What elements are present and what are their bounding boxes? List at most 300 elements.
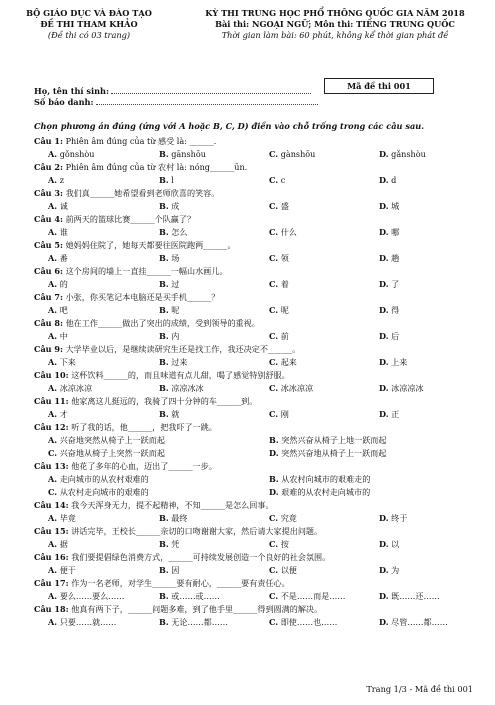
answer-option[interactable]: [269, 226, 297, 239]
question-1: [34, 135, 474, 148]
question-text: 她妈妈住院了，她每天都要往医院跑两______。: [63, 240, 236, 250]
question-number: Câu 18:: [34, 604, 69, 614]
option-text: 为: [391, 565, 400, 575]
exam-subject: Bài thi: NGOẠI NGỮ; Môn thi: TIẾNG TRUNG QUỐC: [215, 19, 455, 29]
question-5: [34, 239, 474, 252]
option-text: 从农村走向城市的艰难的: [59, 487, 149, 497]
page-count-note: (Đề thi có 03 trang): [47, 30, 131, 40]
option-text: 哪: [391, 227, 400, 237]
option-letter: A.: [48, 409, 58, 419]
answer-option[interactable]: [269, 278, 289, 291]
answer-option[interactable]: [269, 447, 386, 460]
option-text: 尽管……都……: [391, 617, 448, 627]
answer-option[interactable]: [48, 200, 68, 213]
question-number: Câu 9:: [34, 344, 64, 354]
option-text: 着: [280, 279, 289, 289]
option-letter: D.: [379, 175, 389, 185]
candidate-name-blank[interactable]: [111, 87, 311, 94]
answer-option[interactable]: [48, 512, 76, 525]
option-text: 兴奋地突然从椅子上一跃而起: [59, 435, 165, 445]
answer-option[interactable]: [379, 538, 399, 551]
option-text: 怎么: [171, 227, 188, 237]
answer-option[interactable]: [269, 616, 337, 629]
answer-option[interactable]: [159, 538, 179, 551]
option-letter: D.: [379, 253, 389, 263]
option-letter: D.: [379, 279, 389, 289]
question-number: Câu 8:: [34, 318, 64, 328]
candidate-name-label: Họ, tên thí sinh:: [34, 86, 110, 96]
option-letter: A.: [48, 617, 58, 627]
question-3-options: [34, 200, 474, 213]
answer-option[interactable]: [48, 226, 68, 239]
answer-option[interactable]: [379, 382, 424, 395]
option-letter: B.: [159, 539, 169, 549]
option-text: 要么……要么……: [59, 591, 125, 601]
option-text: 下来: [59, 357, 76, 367]
option-text: 终于: [391, 513, 408, 523]
answer-option[interactable]: [159, 564, 179, 577]
option-letter: C.: [48, 487, 58, 497]
question-9-options: [34, 356, 474, 369]
option-text: 什么: [280, 227, 297, 237]
option-text: 的: [59, 279, 68, 289]
option-text: 得: [391, 305, 400, 315]
question-list: [34, 135, 474, 629]
question-15-options: [34, 538, 474, 551]
question-10: [34, 369, 474, 382]
option-text: 过: [171, 279, 180, 289]
option-letter: D.: [379, 513, 389, 523]
option-text: 起来: [280, 357, 297, 367]
option-letter: B.: [159, 227, 169, 237]
option-text: 盛: [280, 201, 289, 211]
option-text: 过来: [171, 357, 188, 367]
question-14: [34, 499, 474, 512]
option-text: 不是……而是……: [280, 591, 346, 601]
question-14-options: [34, 512, 474, 525]
option-letter: B.: [159, 305, 169, 315]
question-number: Câu 15:: [34, 526, 69, 536]
option-letter: B.: [159, 149, 169, 159]
answer-option[interactable]: [48, 486, 149, 499]
answer-option[interactable]: [269, 434, 386, 447]
option-letter: D.: [269, 487, 279, 497]
option-letter: A.: [48, 474, 58, 484]
option-letter: A.: [48, 149, 58, 159]
option-letter: B.: [159, 565, 169, 575]
option-letter: C.: [269, 357, 279, 367]
exam-code-box: Mã đề thi 001: [324, 78, 434, 94]
answer-option[interactable]: [269, 304, 289, 317]
option-letter: A.: [48, 383, 58, 393]
answer-option[interactable]: [48, 434, 165, 447]
candidate-id-label: Số báo danh:: [34, 97, 94, 107]
question-17: [34, 577, 474, 590]
option-text: 呢: [280, 305, 289, 315]
question-16: [34, 551, 474, 564]
question-number: Câu 10:: [34, 370, 69, 380]
option-text: 正: [391, 409, 400, 419]
question-number: Câu 7:: [34, 292, 64, 302]
answer-option[interactable]: [379, 278, 399, 291]
answer-option[interactable]: [269, 174, 285, 187]
option-text: 既……还……: [391, 591, 440, 601]
question-8-options: [34, 330, 474, 343]
option-text: 刚: [280, 409, 289, 419]
answer-option[interactable]: [379, 226, 399, 239]
question-12: [34, 421, 474, 434]
ministry-name: BỘ GIÁO DỤC VÀ ĐÀO TẠO: [26, 8, 152, 18]
answer-option[interactable]: [48, 252, 68, 265]
option-text: 才: [59, 409, 68, 419]
question-4: [34, 213, 474, 226]
option-text: 因: [171, 565, 180, 575]
option-letter: D.: [379, 331, 389, 341]
exam-name: KỲ THI TRUNG HỌC PHỔ THÔNG QUỐC GIA NĂM 2018: [205, 8, 465, 18]
answer-option[interactable]: [48, 148, 94, 161]
answer-option[interactable]: [159, 356, 187, 369]
header-right: [190, 8, 480, 41]
option-text: 冰冰凉凉: [280, 383, 314, 393]
option-letter: C.: [269, 305, 279, 315]
option-text: gānshōu: [171, 149, 206, 159]
exam-type: ĐỀ THI THAM KHẢO: [40, 19, 138, 29]
option-text: 究竟: [280, 513, 297, 523]
answer-option[interactable]: [48, 564, 76, 577]
question-6-options: [34, 278, 474, 291]
answer-option[interactable]: [159, 148, 206, 161]
option-letter: B.: [159, 279, 169, 289]
answer-option[interactable]: [269, 564, 297, 577]
answer-option[interactable]: [269, 538, 289, 551]
answer-option[interactable]: [379, 512, 407, 525]
answer-option[interactable]: [159, 330, 179, 343]
answer-option[interactable]: [159, 304, 179, 317]
option-letter: C.: [269, 201, 279, 211]
question-15: [34, 525, 474, 538]
option-text: 即使……也……: [280, 617, 338, 627]
option-text: 只要……就……: [59, 617, 117, 627]
option-letter: B.: [159, 175, 169, 185]
answer-option[interactable]: [48, 538, 68, 551]
answer-option[interactable]: [269, 590, 345, 603]
option-letter: A.: [48, 227, 58, 237]
question-8: [34, 317, 474, 330]
option-letter: D.: [379, 305, 389, 315]
answer-option[interactable]: [48, 382, 92, 395]
question-text: 他家离这儿挺远的，我骑了四十分钟的车______到。: [68, 396, 258, 406]
option-letter: C.: [269, 409, 279, 419]
option-letter: A.: [48, 435, 58, 445]
answer-option[interactable]: [379, 590, 440, 603]
answer-option[interactable]: [379, 330, 399, 343]
option-text: 或……或……: [171, 591, 220, 601]
option-letter: A.: [48, 539, 58, 549]
answer-option[interactable]: [159, 200, 179, 213]
answer-option[interactable]: [48, 330, 68, 343]
option-letter: C.: [269, 617, 279, 627]
option-letter: C.: [269, 279, 279, 289]
option-text: 诚: [59, 201, 68, 211]
option-text: 了: [391, 279, 400, 289]
option-letter: B.: [159, 591, 169, 601]
answer-option[interactable]: [269, 330, 289, 343]
answer-option[interactable]: [269, 486, 370, 499]
option-text: 成: [171, 201, 180, 211]
answer-option[interactable]: [159, 278, 179, 291]
question-7-options: [34, 304, 474, 317]
option-letter: D.: [379, 357, 389, 367]
question-number: Câu 11:: [34, 396, 69, 406]
option-letter: A.: [48, 305, 58, 315]
option-text: 从农村向城市的艰难走的: [281, 474, 371, 484]
option-text: 无论……都……: [171, 617, 228, 627]
option-letter: D.: [379, 383, 389, 393]
question-18: [34, 603, 474, 616]
option-letter: A.: [48, 591, 58, 601]
option-letter: C.: [269, 331, 279, 341]
answer-option[interactable]: [48, 616, 116, 629]
option-letter: A.: [48, 279, 58, 289]
option-letter: A.: [48, 357, 58, 367]
question-number: Câu 6:: [34, 266, 64, 276]
option-letter: C.: [269, 227, 279, 237]
option-text: 冰凉冰凉: [59, 383, 93, 393]
option-text: 毕竟: [59, 513, 76, 523]
option-letter: B.: [159, 617, 169, 627]
question-text: 我们要提倡绿色消费方式，______可持续发展创造一个良好的社会氛围。: [68, 552, 331, 562]
question-number: Câu 16:: [34, 552, 69, 562]
answer-option[interactable]: [48, 174, 64, 187]
answer-option[interactable]: [269, 148, 315, 161]
option-letter: B.: [159, 357, 169, 367]
option-text: l: [171, 175, 174, 185]
page-footer: Trang 1/3 - Mã đề thi 001: [366, 684, 473, 694]
option-text: 场: [171, 253, 180, 263]
option-letter: B.: [159, 201, 169, 211]
option-text: 以: [391, 539, 400, 549]
answer-option[interactable]: [48, 304, 68, 317]
option-letter: B.: [159, 409, 169, 419]
answer-option[interactable]: [379, 174, 396, 187]
question-10-options: [34, 382, 474, 395]
question-2-options: [34, 174, 474, 187]
question-text: Phiên âm đúng của từ 感受 là: ______.: [63, 136, 217, 146]
question-1-options: [34, 148, 474, 161]
option-text: 按: [280, 539, 289, 549]
answer-option[interactable]: [48, 408, 68, 421]
option-letter: A.: [48, 201, 58, 211]
answer-option[interactable]: [159, 590, 220, 603]
option-text: c: [280, 175, 286, 185]
option-text: z: [59, 175, 64, 185]
question-7: [34, 291, 474, 304]
question-number: Câu 1:: [34, 136, 64, 146]
question-13: [34, 460, 474, 473]
option-letter: C.: [269, 383, 279, 393]
option-letter: B.: [159, 383, 169, 393]
option-letter: D.: [379, 227, 389, 237]
question-3: [34, 187, 474, 200]
option-text: 走向城市的从农村艰难的: [59, 474, 149, 484]
option-letter: A.: [48, 331, 58, 341]
question-13-options: [34, 473, 474, 499]
option-text: 谁: [59, 227, 68, 237]
question-16-options: [34, 564, 474, 577]
option-text: 突然兴奋地从椅子上一跃而起: [281, 448, 387, 458]
question-12-options: [34, 434, 474, 460]
answer-option[interactable]: [269, 473, 370, 486]
question-number: Câu 13:: [34, 461, 69, 471]
option-text: gǒnshòu: [59, 149, 95, 159]
option-text: d: [391, 175, 397, 185]
exam-time: Thời gian làm bài: 60 phút, không kể thời gian phát đề: [221, 30, 449, 40]
option-letter: D.: [379, 591, 389, 601]
answer-option[interactable]: [269, 408, 289, 421]
option-text: 冰凉凉冰: [391, 383, 424, 393]
question-17-options: [34, 590, 474, 603]
question-18-options: [34, 616, 474, 629]
question-text: 他真有两下子，______问题多难，到了他手里______得到圆满的解决。: [68, 604, 323, 614]
question-9: [34, 343, 474, 356]
option-letter: C.: [48, 448, 58, 458]
question-number: Câu 2:: [34, 162, 64, 172]
answer-option[interactable]: [269, 356, 297, 369]
answer-option[interactable]: [379, 616, 448, 629]
answer-option[interactable]: [159, 382, 204, 395]
answer-option[interactable]: [48, 590, 124, 603]
option-text: 艰难的从农村走向城市的: [281, 487, 371, 497]
question-4-options: [34, 226, 474, 239]
option-text: 城: [391, 201, 400, 211]
instruction: Chọn phương án đúng (ứng với A hoặc B, C, D) điền vào chỗ trống trong các câu sau.: [34, 121, 425, 131]
question-11-options: [34, 408, 474, 421]
option-letter: C.: [269, 253, 279, 263]
option-text: 内: [171, 331, 180, 341]
option-letter: D.: [379, 539, 389, 549]
answer-option[interactable]: [269, 512, 297, 525]
answer-option[interactable]: [48, 473, 149, 486]
answer-option[interactable]: [159, 512, 187, 525]
answer-option[interactable]: [159, 408, 179, 421]
answer-option[interactable]: [379, 408, 399, 421]
candidate-name-line: [34, 86, 311, 96]
option-text: 吧: [59, 305, 68, 315]
option-text: gànshōu: [280, 149, 316, 159]
option-letter: D.: [379, 201, 389, 211]
option-text: 趟: [391, 253, 400, 263]
answer-option[interactable]: [48, 447, 165, 460]
question-text: 大学毕业以后，是继续读研究生还是找工作，我还决定不______。: [63, 344, 301, 354]
answer-option[interactable]: [379, 356, 407, 369]
option-letter: A.: [48, 175, 58, 185]
question-text: 作为一名老师，对学生______要有耐心，______要有责任心。: [68, 578, 290, 588]
option-text: 前: [280, 331, 289, 341]
option-letter: D.: [379, 565, 389, 575]
option-letter: D.: [379, 149, 389, 159]
option-text: 以便: [280, 565, 297, 575]
option-letter: C.: [269, 513, 279, 523]
option-text: 呢: [171, 305, 180, 315]
question-number: Câu 17:: [34, 578, 69, 588]
question-text: 听了我的话，他______，把我吓了一跳。: [68, 422, 217, 432]
question-text: Phiên âm đúng của từ 农村 là: nóng______ūn.: [63, 162, 248, 172]
question-number: Câu 3:: [34, 188, 64, 198]
question-6: [34, 265, 474, 278]
answer-option[interactable]: [379, 252, 399, 265]
option-letter: C.: [269, 565, 279, 575]
option-text: 凉凉冰冰: [171, 383, 204, 393]
option-letter: B.: [269, 474, 279, 484]
option-letter: A.: [48, 513, 58, 523]
answer-option[interactable]: [159, 174, 174, 187]
option-letter: D.: [269, 448, 279, 458]
option-text: 后: [391, 331, 400, 341]
candidate-id-line: [34, 97, 318, 107]
header-left: [14, 8, 164, 41]
option-letter: B.: [159, 253, 169, 263]
option-text: gǎnshòu: [391, 149, 426, 159]
question-text: 这杯饮料______的，而且味道有点儿甜，喝了感觉特别舒服。: [68, 370, 290, 380]
answer-option[interactable]: [379, 148, 426, 161]
option-letter: C.: [269, 539, 279, 549]
option-letter: B.: [159, 513, 169, 523]
candidate-id-blank[interactable]: [96, 98, 318, 105]
question-number: Câu 4:: [34, 214, 64, 224]
answer-option[interactable]: [269, 382, 313, 395]
question-text: 我们真______她希望看到老师欣喜的笑容。: [63, 188, 220, 198]
option-letter: B.: [269, 435, 279, 445]
option-text: 突然兴奋从椅子上地一跃而起: [281, 435, 387, 445]
answer-option[interactable]: [48, 356, 76, 369]
option-letter: D.: [379, 617, 389, 627]
option-text: 中: [59, 331, 68, 341]
question-text: 这个房间的墙上一直挂______一幅山水画儿。: [63, 266, 228, 276]
question-text: 前两天的篮球比赛______个队赢了？: [63, 214, 196, 224]
question-text: 我今天浑身无力，提不起精神，不知______是怎么回事。: [68, 500, 274, 510]
option-letter: C.: [269, 591, 279, 601]
option-text: 便于: [59, 565, 76, 575]
option-text: 最终: [171, 513, 188, 523]
option-text: 上来: [391, 357, 408, 367]
option-text: 据: [59, 539, 68, 549]
answer-option[interactable]: [269, 200, 289, 213]
option-letter: A.: [48, 565, 58, 575]
option-letter: C.: [269, 175, 279, 185]
question-number: Câu 14:: [34, 500, 69, 510]
option-text: 番: [59, 253, 68, 263]
answer-option[interactable]: [379, 304, 399, 317]
question-text: 小张，你买笔记本电脑还是买手机______？: [63, 292, 220, 302]
answer-option[interactable]: [159, 252, 179, 265]
question-text: 他在工作______做出了突出的成绩，受到领导的重视。: [63, 318, 260, 328]
question-number: Câu 5:: [34, 240, 64, 250]
answer-option[interactable]: [159, 616, 228, 629]
option-letter: A.: [48, 253, 58, 263]
option-letter: B.: [159, 331, 169, 341]
question-text: 他花了多年的心血，迈出了______一步。: [68, 461, 217, 471]
answer-option[interactable]: [269, 252, 289, 265]
question-5-options: [34, 252, 474, 265]
answer-option[interactable]: [159, 226, 187, 239]
question-2: [34, 161, 474, 174]
answer-option[interactable]: [48, 278, 68, 291]
option-letter: C.: [269, 149, 279, 159]
answer-option[interactable]: [379, 200, 399, 213]
option-text: 就: [171, 409, 180, 419]
option-text: 领: [280, 253, 289, 263]
answer-option[interactable]: [379, 564, 399, 577]
